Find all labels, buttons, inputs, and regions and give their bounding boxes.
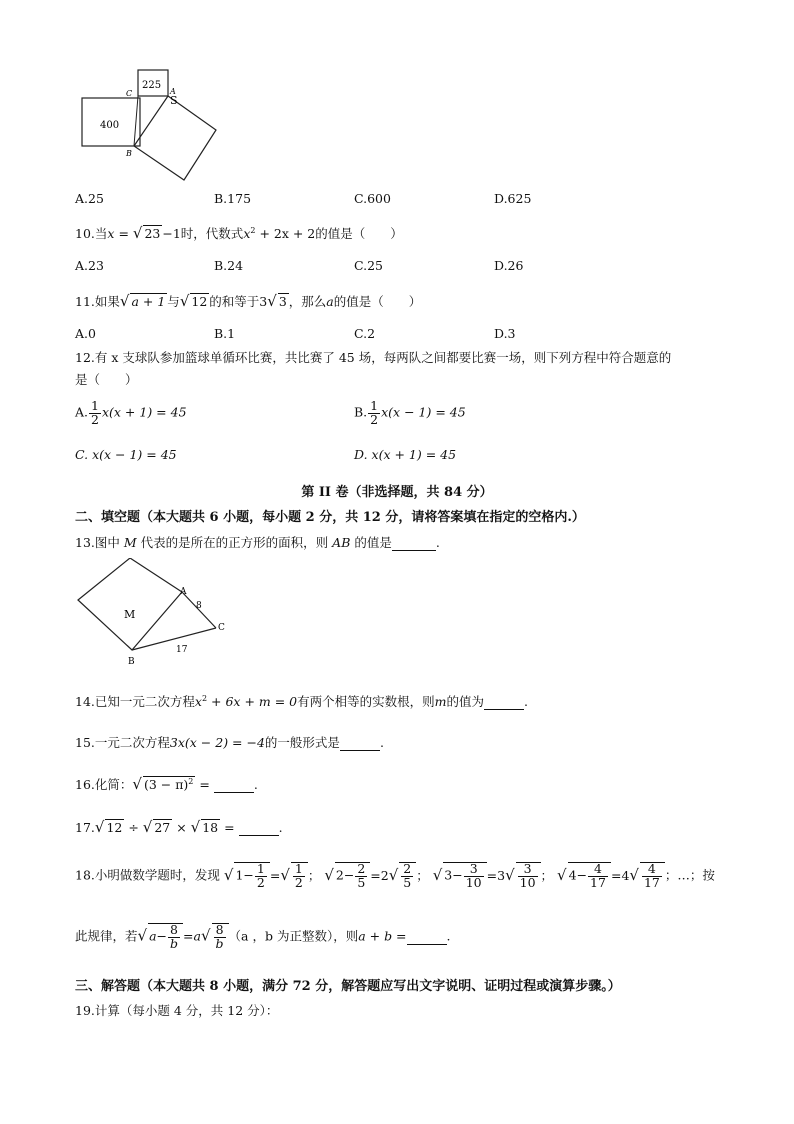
question-14: 14.已知一元二次方程$x^2 + 6x + m = 0$有两个相等的实数根，则m的值为 . — [75, 693, 528, 709]
section-2-title: 二、填空题（本大题共 6 小题，每小题 2 分，共 12 分，请将答案填在指定的空格内.） — [75, 510, 585, 525]
pattern-item-2: √ 2− $\frac{2}{5}$ =2√ $\frac{2}{5}$ ； — [324, 861, 429, 890]
q10-option-d: D.26 — [494, 258, 524, 273]
point-a-label: A — [170, 87, 176, 96]
q12-option-c: C. x(x − 1) = 45 — [75, 447, 177, 462]
side-17-label: 17 — [176, 645, 188, 655]
question-11: 11.如果√ a + 1 与√ 12 的和等于3√ 3 ，那么a的值是（ ） — [75, 292, 422, 310]
q9-option-d: D.625 — [494, 191, 532, 206]
section-3-title: 三、解答题（本大题共 8 小题，满分 72 分，解答题应写出文字说明、证明过程或演算步骤。） — [75, 979, 621, 994]
q10-option-a: A.23 — [75, 258, 104, 273]
q11-option-a: A.0 — [75, 326, 96, 341]
question-18-line1: 18.小明做数学题时，发现 √ 1− $\frac{1}{2}$ =√ $\frac{1}{2}$ ； √ 2− $\frac{2}{5}$ =2√ $\frac{2}{5}$ ； √ 3− $\frac{3}{10}$ =3√ $\frac{3}{10}$ ； √ 4− $\frac{4}{17}$ =4√ $\frac{4}{17}$ ；…；按 — [75, 861, 715, 890]
point-a-label: A — [180, 587, 187, 597]
pythagoras-squares-figure — [70, 58, 230, 188]
pattern-item-3: √ 3− $\frac{3}{10}$ =3√ $\frac{3}{10}$ ； — [432, 861, 554, 890]
question-16: 16.化简：√ $(3 - \pi)^2$ = . — [75, 775, 258, 793]
question-13: 13.图中 M 代表的是所在的正方形的面积，则 AB 的值是 . — [75, 535, 440, 550]
point-c-label: C — [126, 89, 133, 98]
q11-option-d: D.3 — [494, 326, 516, 341]
question-19: 19.计算（每小题 4 分，共 12 分）： — [75, 1003, 279, 1018]
q9-option-a: A.25 — [75, 191, 104, 206]
point-b-label: B — [126, 149, 132, 158]
q12-option-a: A. $\frac{1}{2}$ x(x + 1) = 45 — [75, 398, 187, 427]
question-12-line1: 12.有 x 支球队参加篮球单循环比赛，共比赛了 45 场，每两队之间都要比赛一场，则下列方程中符合题意的 — [75, 350, 672, 365]
point-c-label: C — [218, 623, 225, 633]
side-8-label: 8 — [196, 601, 202, 611]
q12-option-d: D. x(x + 1) = 45 — [354, 447, 457, 462]
question-12-line2: 是（ ） — [75, 372, 138, 387]
q12-option-b: B. $\frac{1}{2}$ x(x − 1) = 45 — [354, 398, 466, 427]
question-15: 15.一元二次方程3x(x − 2) = −4的一般形式是 . — [75, 735, 384, 750]
question-18-line2: 此规律，若√ a− $\frac{8}{b}$ =a√ $\frac{8}{b}$ （a ，b 为正整数），则a + b = . — [75, 922, 451, 951]
q11-option-b: B.1 — [214, 326, 236, 341]
area-225-label: 225 — [142, 80, 162, 91]
square-m-label: M — [124, 608, 136, 621]
q11-option-c: C.2 — [354, 326, 376, 341]
q9-option-b: B.175 — [214, 191, 252, 206]
square-triangle-figure — [72, 558, 232, 676]
point-b-label: B — [128, 657, 135, 667]
q9-option-c: C.600 — [354, 191, 391, 206]
q10-option-b: B.24 — [214, 258, 244, 273]
question-17: 17.√ 12 ÷ √ 27 × √ 18 = . — [75, 818, 283, 836]
area-400-label: 400 — [100, 120, 120, 131]
question-10: 10.当x = √ 23 −1时，代数式$x^2 + 2x + 2$的值是（ ） — [75, 224, 403, 242]
pattern-item-1: √ 1− $\frac{1}{2}$ =√ $\frac{1}{2}$ ； — [223, 861, 321, 890]
pattern-item-4: √ 4− $\frac{4}{17}$ =4√ $\frac{4}{17}$ — [557, 868, 665, 883]
q10-option-c: C.25 — [354, 258, 383, 273]
part-2-title: 第 II 卷（非选择题，共 84 分） — [301, 485, 493, 500]
area-s-label: S — [170, 94, 178, 107]
